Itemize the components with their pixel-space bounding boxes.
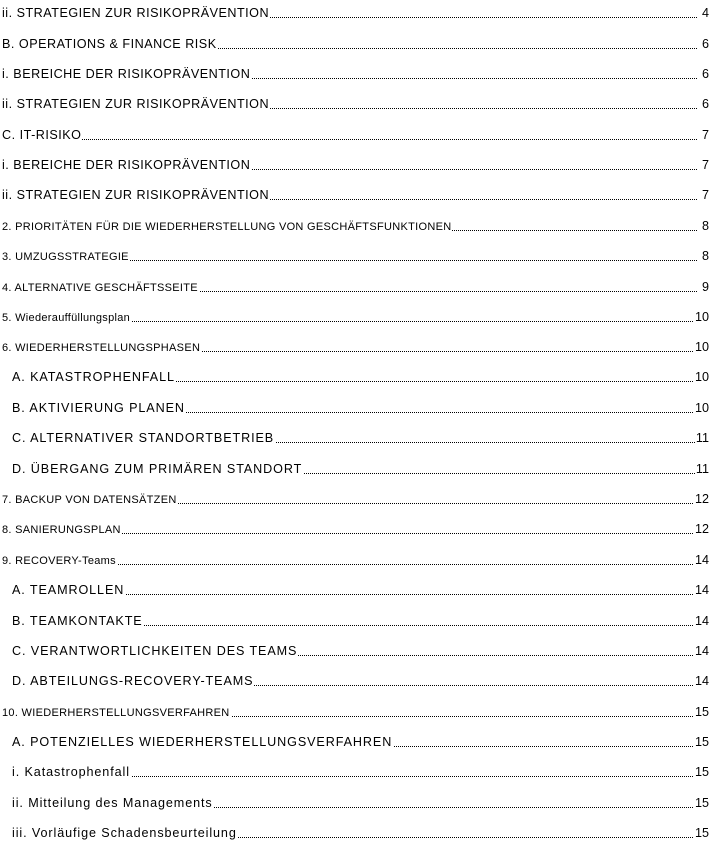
toc-entry-title[interactable]: D. ÜBERGANG ZUM PRIMÄREN STANDORT: [12, 462, 303, 477]
toc-entry[interactable]: [0, 93, 711, 113]
toc-entry-page[interactable]: 15: [694, 705, 709, 720]
toc-entry-page[interactable]: 14: [694, 674, 709, 689]
toc-entry[interactable]: [0, 397, 711, 417]
toc-entry-title[interactable]: 4. ALTERNATIVE GESCHÄFTSSEITE: [2, 282, 198, 294]
toc-entry-title[interactable]: ii. STRATEGIEN ZUR RISIKOPRÄVENTION: [2, 6, 270, 21]
toc-entry-page[interactable]: 14: [694, 644, 709, 659]
toc-entry-page[interactable]: 10: [694, 310, 709, 325]
toc-entry-page[interactable]: 8: [701, 249, 709, 264]
toc-entry-page[interactable]: 12: [694, 522, 709, 537]
toc-entry-page[interactable]: 6: [701, 37, 709, 52]
toc-entry[interactable]: [0, 792, 711, 812]
toc-entry[interactable]: [0, 670, 711, 690]
toc-entry[interactable]: [0, 184, 711, 204]
toc-entry-title[interactable]: A. KATASTROPHENFALL: [12, 370, 175, 385]
toc-entry-title[interactable]: B. OPERATIONS & FINANCE RISK: [2, 37, 217, 52]
toc-entry[interactable]: [0, 306, 711, 326]
toc-entry-page[interactable]: 12: [694, 492, 709, 507]
toc-entry-page[interactable]: 7: [701, 158, 709, 173]
toc-entry-title[interactable]: B. AKTIVIERUNG PLANEN: [12, 401, 185, 416]
toc-entry[interactable]: [0, 33, 711, 53]
toc-entry-page[interactable]: 11: [695, 431, 709, 446]
toc-entry[interactable]: [0, 124, 711, 144]
toc-entry-title[interactable]: iii. Vorläufige Schadensbeurteilung: [12, 826, 237, 841]
toc-entry[interactable]: [0, 366, 711, 386]
toc-entry-title[interactable]: 2. PRIORITÄTEN FÜR DIE WIEDERHERSTELLUNG VON GESCHÄFTSFUNKTIONEN: [2, 221, 452, 233]
toc-entry-page[interactable]: 7: [701, 128, 709, 143]
toc-entry[interactable]: [0, 336, 711, 356]
toc-entry[interactable]: [0, 154, 711, 174]
toc-entry-title[interactable]: ii. STRATEGIEN ZUR RISIKOPRÄVENTION: [2, 97, 270, 112]
toc-entry-title[interactable]: 5. Wiederauffüllungsplan: [2, 312, 131, 324]
toc-entry-page[interactable]: 15: [694, 735, 709, 750]
toc-entry-page[interactable]: 4: [701, 6, 709, 21]
toc-entry-title[interactable]: C. VERANTWORTLICHKEITEN DES TEAMS: [12, 644, 298, 659]
toc-entry[interactable]: [0, 245, 711, 265]
toc-entry-title[interactable]: A. TEAMROLLEN: [12, 583, 125, 598]
toc-entry[interactable]: [0, 731, 711, 751]
toc-entry-page[interactable]: 9: [701, 280, 709, 295]
toc-entry-title[interactable]: i. BEREICHE DER RISIKOPRÄVENTION: [2, 67, 251, 82]
toc-entry-title[interactable]: D. ABTEILUNGS-RECOVERY-TEAMS: [12, 674, 254, 689]
toc-entry[interactable]: [0, 215, 711, 235]
toc-entry-title[interactable]: ii. Mitteilung des Managements: [12, 796, 213, 811]
toc-entry-title[interactable]: ii. STRATEGIEN ZUR RISIKOPRÄVENTION: [2, 188, 270, 203]
toc-entry-page[interactable]: 7: [701, 188, 709, 203]
toc-entry-page[interactable]: 14: [694, 583, 709, 598]
toc-entry-title[interactable]: B. TEAMKONTAKTE: [12, 614, 143, 629]
toc-entry-title[interactable]: 9. RECOVERY-Teams: [2, 555, 116, 567]
toc-entry-page[interactable]: 14: [694, 553, 709, 568]
toc-entry-title[interactable]: 10. WIEDERHERSTELLUNGSVERFAHREN: [2, 707, 230, 719]
toc-entry-page[interactable]: 10: [694, 370, 709, 385]
toc-entry[interactable]: [0, 579, 711, 599]
toc-entry-page[interactable]: 10: [694, 401, 709, 416]
toc-entry[interactable]: [0, 701, 711, 721]
toc-entry-page[interactable]: 10: [694, 340, 709, 355]
toc-entry[interactable]: [0, 2, 711, 22]
toc-entry[interactable]: [0, 458, 711, 478]
toc-entry[interactable]: [0, 610, 711, 630]
toc-entry-title[interactable]: C. IT-RISIKO: [2, 128, 82, 143]
toc-entry-page[interactable]: 15: [694, 796, 709, 811]
toc-entry[interactable]: [0, 822, 711, 842]
toc-entry-title[interactable]: 3. UMZUGSSTRATEGIE: [2, 251, 129, 263]
toc-entry-title[interactable]: 7. BACKUP VON DATENSÄTZEN: [2, 494, 177, 506]
toc-entry[interactable]: [0, 640, 711, 660]
toc-entry[interactable]: [0, 276, 711, 296]
toc-entry[interactable]: [0, 427, 711, 447]
toc-entry-title[interactable]: 8. SANIERUNGSPLAN: [2, 524, 121, 536]
toc-entry-title[interactable]: C. ALTERNATIVER STANDORTBETRIEB: [12, 431, 275, 446]
toc-entry-title[interactable]: 6. WIEDERHERSTELLUNGSPHASEN: [2, 342, 201, 354]
toc-entry-title[interactable]: i. BEREICHE DER RISIKOPRÄVENTION: [2, 158, 251, 173]
toc-entry-page[interactable]: 15: [694, 765, 709, 780]
toc-entry-page[interactable]: 11: [695, 462, 709, 477]
toc-entry-title[interactable]: A. POTENZIELLES WIEDERHERSTELLUNGSVERFAHREN: [12, 735, 393, 750]
dot-leader: [8, 138, 697, 140]
toc-entry-page[interactable]: 15: [694, 826, 709, 841]
toc-entry-page[interactable]: 8: [701, 219, 709, 234]
toc-entry[interactable]: [0, 761, 711, 781]
toc-entry[interactable]: [0, 63, 711, 83]
toc-entry-page[interactable]: 6: [701, 67, 709, 82]
toc-entry[interactable]: [0, 518, 711, 538]
toc-entry[interactable]: [0, 549, 711, 569]
toc-entry-title[interactable]: i. Katastrophenfall: [12, 765, 130, 780]
toc-entry-page[interactable]: 14: [694, 614, 709, 629]
toc-entry-page[interactable]: 6: [701, 97, 709, 112]
toc-entry[interactable]: [0, 488, 711, 508]
